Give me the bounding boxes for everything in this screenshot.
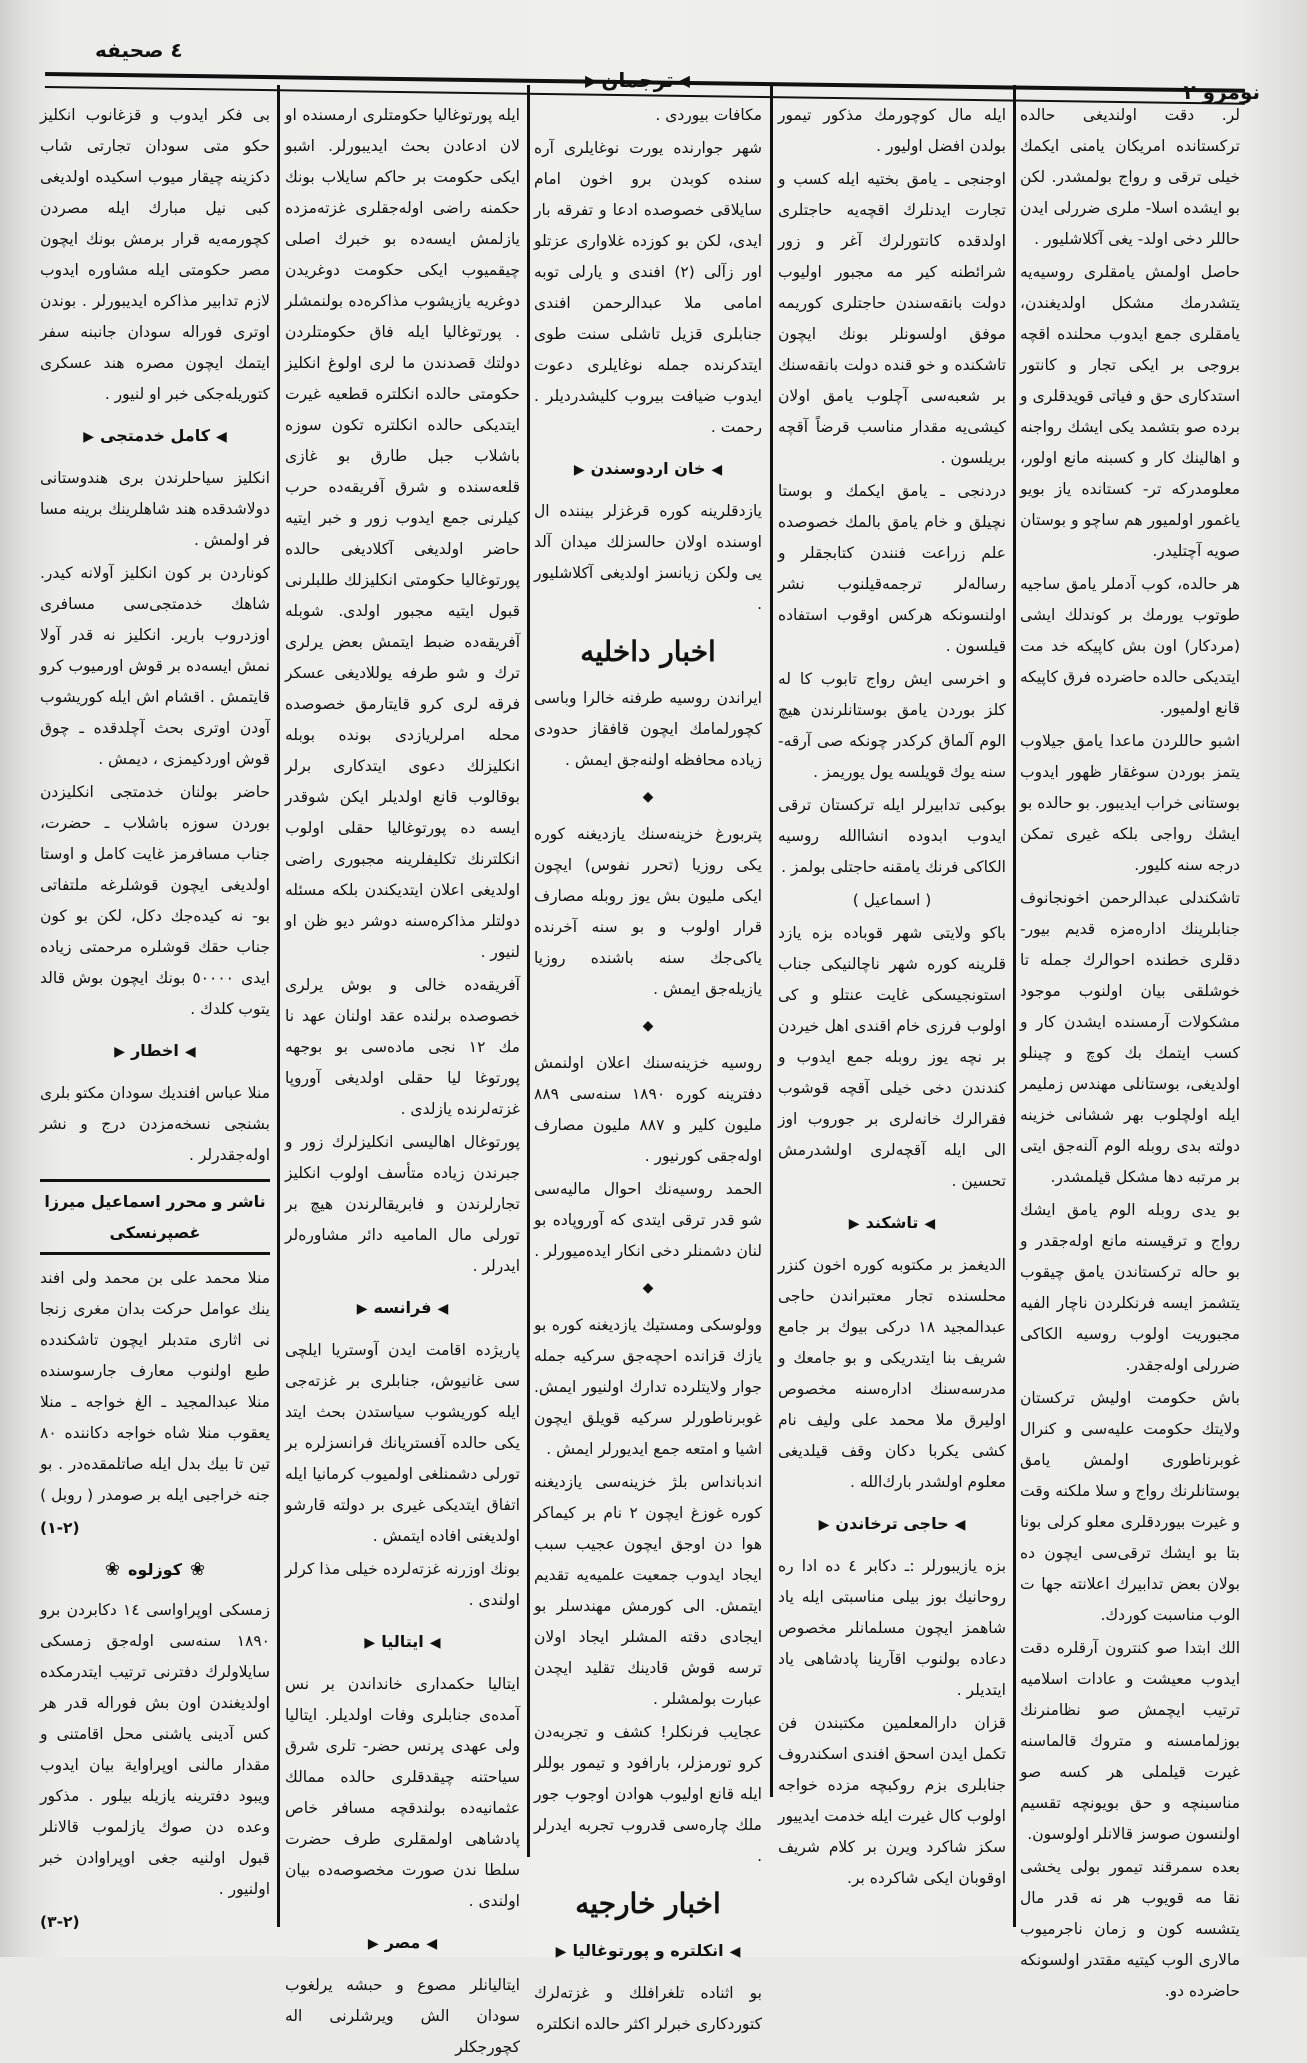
section-heading-egypt: ◀مصر▶ xyxy=(367,1933,438,1952)
paragraph: زمسكى اوپراواسى ١٤ دكابردن برو ١٨٩٠ سنه‌سى اوله‌جق زمسكى سايلاولرك دفترنى ترتيب ايتدرمكده اولديغندن اون بش فوراله قدر هر كس آدينى ياشنى محل اقامتنى و مقدار مالنى اوپراواية بيان ايدوب ويبود دفترينه يازيله بيلور . مذكور وعده دن صوك يازلموب قالانلر قبول اولنيه جغى اوپراوادن خبر اولنيور . xyxy=(40,1601,270,1898)
issue-number: نومرو ٢ xyxy=(1183,80,1260,104)
paragraph: اندبانداس بلژ خزينه‌سى يازديغنه كوره غوزغ ايچون ٢ نام بر كيماكر هوا دن اوجق ايچون عجيب سبب ايجاد ايدوب جمعيت علميه‌يه تقديم ايتمش. الى كورمش مهندسلر بو ايجادى دقته المشلر ايجاد اولان ترسه قوش قادينك تقليد ايچدن عبارت بولمشلر . xyxy=(534,1473,763,1708)
paragraph: بو اثناده تلغرافلك و غزته‌لرك كتوردكارى خبرلر اكثر حالده انكلتره xyxy=(534,1984,762,2033)
section-heading-italy: ◀ايتاليا▶ xyxy=(364,1632,441,1651)
page-number: ٤ صحيفه xyxy=(95,38,183,62)
paragraph: بوكبى تدابيرلر ايله تركستان ترقى ايدوب ابدوده انشاالله روسيه الكاكى فرنك يامقنه حاجتلى بولمز . xyxy=(778,796,1006,876)
section-heading-france: ◀فرانسه▶ xyxy=(356,1298,449,1317)
column-1 xyxy=(1020,100,1240,2000)
column-3 xyxy=(534,100,763,2033)
ornament-right-icon: ▶ xyxy=(585,70,598,90)
section-heading-kozluve: ❀كوزلوه❀ xyxy=(104,1559,206,1580)
ornament-left-icon: ◀ xyxy=(677,70,690,90)
section-heading-khan-ordusu: ◀خان اردوسندن▶ xyxy=(573,459,723,478)
column-4 xyxy=(285,100,520,2056)
paragraph: اوجنجى ـ يامق بختيه ايله كسب و تجارت ايدنلرك اقچه‌يه حاجتلرى اولدقده كانتورلرك آغر و زور شرائطنه كير مه مجبور اوليوب دولت بانقه‌سندن حاجتلرى كوريمه موفق اولسونلر بونك ايچون تاشكنده و خو قنده دولت بانقه‌سنك بر شعبه‌سى آچلوب يامق اولان كيشى‌يه مقدار مناسب قرضاً آقچه بريلسون . xyxy=(778,170,1006,467)
paragraph: ايتاليانلر مصوع و حبشه يرلغوب سودان الش ويرشلرنى اله كچورجكلر xyxy=(285,1976,520,2056)
column-divider xyxy=(527,85,530,1857)
paragraph: كوناردن بر كون انكليز آولانه كيدر. شاهك خدمتجى‌سى مسافرى اوزدروب بارير. انكليز نه قدر آولا نمش ايسه‌ده بر قوش اورميوب كرو قايتمش . اقشام اش ايله كوريشوب آودن اوترى بحث آچلدقده ـ چوق قوش اوردكيمزى ، ديمش . xyxy=(40,564,270,768)
paragraph: باكو ولايتى شهر قوباده بزه يازد قلرينه كوره شهر ناچالنيكى جناب استونجيسكى غايت عنتلو و كى اولوب فرزى خام اقندى اهل خيردن بر نچه يوز روبله جمع ايدوب و كندندن دخى خيلى آقچه قوشوب فقرالرك خانه‌لرى بر جوروب اوز الى ايله آقچه‌لرى اولشدرمش تحسين . xyxy=(778,924,1006,1190)
paragraph: الحمد روسيه‌نك احوال ماليه‌سى شو قدر ترقى ايتدى كه آوروپاده بو لنان دشمنلر دخى انكار ايده‌ميورلر . xyxy=(534,1180,762,1260)
paragraph: الديغمز بر مكتوبه كوره اخون كنزر محلسنده تجار معتبراندن حاجى عبدالمجيد ١٨ دركى بيوك بر جامع شريف بنا ايتدريكى و بو جامعك و مدرسه‌سنك اداره‌سنه مخصوص اوليرق ملا محمد على وليف نام كشى يكربا دكان وقف قيلديغى معلوم اولشدر بارك‌الله . xyxy=(778,1256,1006,1491)
paragraph: بزه يازيبورلر :ـ دكابر ٤ ده ادا ره روحانيك بوز بيلى مناسبتى ايله ياد شاهمز ايچون مسلمانلر مخصوص دعاده بولنوب اقآرينا پادشاهى ياد ايتديلر . xyxy=(778,1557,1007,1699)
section-heading-kamil-khidmatchi: ◀كامل خدمتجى▶ xyxy=(83,426,227,445)
serial-note: (٢-١) xyxy=(40,1519,80,1537)
paragraph: الك ابتدا صو كنترون آرقلره دقت ايدوب معيشت و عادات اسلاميه ترتيب ايچمش صو نظامنرنك بوزلمامسنه و متروك قالماسنه غيرت قيلملى هر كسه صو مناسبنچه و حق بويونچه تقسيم اولنسون صوسز قالانلر اولوسون. xyxy=(1020,1639,1240,1843)
column-divider xyxy=(1013,85,1016,1927)
paragraph: بى فكر ايدوب و قزغانوب انكليز حكو متى سودان تجارتى شاب دكزينه چيقار ميوب اسكيده اولديغى كبى نيل مبارك ايله مصردن كچورمه‌يه قرار برمش بونك ايچون مصر حكومتى ايله مشاوره ايدوب لازم تدابير مذاكره ايديبورلر . بوندن اوترى فوراله سودان جانبنه سفر ايتمك ايچون مصره هند عسكرى كتوريله‌جكى خبر او لنيور . xyxy=(40,106,270,403)
paragraph: ايراندن روسيه طرفنه خالرا وباسى كچورلمامك ايچون قافقاز حدودى زياده محافظه اولنه‌جق ايمش . xyxy=(534,689,762,769)
paragraph: ايتاليا حكمدارى خانداندن بر نس آمده‌ى جنابلرى وفات اولديلر. ايتاليا ولى عهدى پرنس حضر- تلرى شرق سياحتنه چيقدقلرى حالده ممالك عثمانيه‌ده بولندقچه مسافر خاص پادشاهى اولمقلرى طرف حضرت سلطا ندن صورت مخصوصه‌ده بيان اولندى . xyxy=(285,1675,520,1910)
paragraph: اشبو حاللردن ماعدا يامق جيلاوب يتمز بوردن سوغقار ظهور ايدوب بوستانى خراب ايديبور. بو حالده بو ايشك رواجى بلكه غيرى تمكن درجه سنه كليور. xyxy=(1020,732,1240,874)
paragraph: انكليز سياحلرندن برى هندوستانى دولاشدقده هند شاهلرينك برينه مسا فر اولمش . xyxy=(40,469,270,549)
paragraph: يازدقلرينه كوره قرغزلر بيننده ال اوسنده اولان حالسزلك ميدان آلد يى ولكن زيانسز اولديغى آكلاشليور . xyxy=(534,502,762,613)
column-divider xyxy=(277,85,280,1927)
separator-icon: ◆ xyxy=(642,789,654,805)
paragraph: شهر جوارنده يورت نوغايلرى آره سنده كوبدن برو اخون امام سايلاقى خصوصده ادعا و تفرقه بار ايدى، لكن بو كوزده غلاوارى عزتلو اور زآلى (٢) افندى و يارلى توبه امامى ملا عبدالرحمن افندى جنابلرى قزيل تاشلى سنت طوى ايتدكرنده جمله نوغايلرى دعوت ايدوب ضيافت بيروب كليشدرديلر . رحمت . xyxy=(534,139,762,436)
paragraph: حاصل اولمش يامقلرى روسيه‌يه يتشدرمك مشكل اولديغندن، يامقلرى جمع ايدوب محلنده اقچه بروجى بر ايكى تجار و كانتور استدكارى حق و فياتى قويدقلرى و برده صو بتشمد يكى ايشك رواجنه و اهالينك كار و كسبنه مانع اولور، معلومدركه تر- كستانده ياز بويو ياغمور اولميور هم ساچو و بوستان صويه آچتليدر. xyxy=(1020,263,1240,560)
paragraph: روسيه خزينه‌سنك اعلان اولنمش دفترينه كوره ١٨٩٠ سنه‌سى ٨٨٩ مليون كلير و ٨٨٧ مليون مصارف اوله‌جقى كورنيور . xyxy=(534,1054,763,1165)
paragraph: مكافات بيوردى . xyxy=(655,106,762,124)
section-heading-haji-tarkhan: ◀حاجى ترخاندن▶ xyxy=(818,1514,966,1533)
heading-foreign-news: اخبار خارجيه xyxy=(575,1887,721,1920)
paragraph: باش حكومت اوليش تركستان ولايتك حكومت عليه‌سى و كنرال غوبرناطورى اولمش يامق بوستانلرنك رواج و سلا ملكنه وقت و غيرت بيوردقلرى معلو كرلى بونا بتا بو ايشك ترقى‌سى ايچون ده بولان بعض تدابيرك اعلانته جها ت الوب مناسبت كوردك. xyxy=(1020,1389,1240,1624)
paragraph: آفريقه‌ده خالى و بوش يرلرى خصوصده برلنده عقد اولنان عهد نا مك ١٢ نجى ماده‌سى بو بوجهه پورتوغا ليا حقلى اولديغى آوروپا غزته‌لرنده يازلدى . xyxy=(285,976,520,1118)
title-text: ترجمان xyxy=(601,68,674,92)
column-divider xyxy=(770,85,773,1797)
paragraph: بعده سمرقند تيمور بولى يخشى نقا مه قويوب هر نه قدر مال يتشسه كون و زمان ناجرميوب مالارى الوب كيتيه مقتدر اولسونكه حاضرده دو. xyxy=(1020,1858,1240,2000)
serial-note: (٢-٣) xyxy=(40,1913,80,1931)
paragraph: هر حالده، كوب آدملر يامق ساجيه طوتوب يورمك بر كوندلك ايشى (مردكار) اون بش كاپيكه خد مت ايتديكى حالده حاضرده فرق كاپيكه قانع اولميور. xyxy=(1020,575,1240,717)
flower-icon: ❀ xyxy=(104,1559,120,1580)
section-heading-ikhtar: ◀اخطار▶ xyxy=(114,1041,196,1060)
paragraph: لر. دقت اولنديغى حالده تركستانده امريكان يامنى ايكمك خيلى ترقى و رواج بولمشدر. لكن بو ايشده اسلا- ملرى ضررلى ايدن حاللر دخى اولد- يغى آكلاشليور . xyxy=(1020,106,1240,248)
paragraph: پتربورغ خزينه‌سنك يازديغنه كوره يكى روزيا (تحرر نفوس) ايچون ايكى مليون بش يوز روبله مصارف قرار اولوب و بو سنه آخرنده ياكى‌جك سنه باشنده روزيا يازيله‌جق ايمش . xyxy=(534,825,762,998)
publisher-line: ناشر و محرر اسماعيل ميرزا غصپرنسكى xyxy=(40,1179,270,1255)
paragraph: عجايب فرنكلر! كشف و تجربه‌دن كرو تورمزلر، بارافود و تيمور بوللر ايله قانع اوليوب هوادن اوجوب جور ملك چاره‌سى قدروب تجربه ايدرلر . xyxy=(534,1723,762,1865)
signature: ( اسماعيل ) xyxy=(852,891,932,909)
separator-icon: ◆ xyxy=(642,1018,654,1034)
paragraph: وولوسكى ومستيك يازديغنه كوره بو يازك قزانده احچه‌جق سركيه جمله جوار ولايتلرده تدارك اولنيور ايمش. غوبرناطورلر سركيه قويلق ايچون اشيا و امتعه جمع ايديورلر ايمش . xyxy=(534,1316,762,1458)
paragraph: تاشكندلى عبدالرحمن اخونجانوف جنابلرينك اداره‌مزه قديم بيور- دقلرى خطنده احوالرك جمله تا خوشلقى بيان اولنوب موجود مشكولات آرمسنده ايشدن كار و كسب ايتمك بك كوچ و چينلو اولديغى، بوستانلى مهندس زمليمر ايله اولچلوب بهر ششانى خزينه دولته بدى روبله الوم آلنه‌جق ايتى بر مرتبه دها مشكل قيلمشدر. xyxy=(1020,889,1240,1186)
paragraph: پاريژده اقامت ايدن آوستريا ايلچى سى غانيوش، جنابلرى بر غزته‌جى ايله كوريشوب سياستدن بحث ايتد يكى حالده آفستريانك فرانسزلره بر تورلى دشمنلغى اولميوب كرمانيا ايله اتفاق ايتديكى غيرى بر دولته قارشو اولديغنى افاده ايتمش . xyxy=(285,1341,520,1545)
column-5 xyxy=(40,100,270,1931)
paragraph: ايله پورتوغاليا حكومتلرى ارمسنده او لان ادعادن بحث ايديبورلر. اشبو ايكى حكومت بر حاكم سايلاب بونك حكمنه راضى اوله‌جقلرى غزته‌مزده يازلمش ايسه‌ده بو خبرك اصلى چيقميوب ايكى حكومت دوغريدن دوغريه يازيشوب مذاكره‌ده بولنمشلر . پورتوغاليا ايله فاق حكومتلردن دولتك قصدندن ما لرى اولوغ انكليز حكومتى حالده انكلتره قطعيه غيرت ايتديكى حالده انكلتره تكون سوزه باشلاب جبل طارق بو غازى قلعه‌سنده و شرق آفريقه‌ده حرب كيلرنى جمع ايدوب زور و خبر ايتيه حاضر اولديغى آكلاديغى حالده پورتوغاليا حكومتى انكليزلك طلبلرنى قبول ايتيه مجبور اولدى. شوبله آفريقه‌ده ضبط ايتمش بعض يرلرى ترك و شو طرفه يوللاديغى عسكر فرقه لرى كرو قايتارمق خصوصده محله امرلريازدى بونده بوبله انكليزلك دعوى ايتدكارى برلر بوقالوب قانع اولديلر ايكن شوقدر ايسه ده پورتوغاليا حقلى اولوب انكلترنك تكليفلرينه مجبورى راضى اولديغى اعلان ايتديكندن بلكه مسئله دولتلر مذاكره‌سنه دوشر ديو ظن او لنيور . xyxy=(285,106,520,961)
paragraph: قزان دارالمعلمين مكتبندن فن تكمل ايدن اسحق افندى اسكندروف جنابلرى بزم روكبچه مزده خواجه اولوب كال غيرت ايله خدمت ايدييور سكز شاكرد ويرن بر كلام شريف اوقوبان ايكى شاكرده بر. xyxy=(777,1714,1006,1887)
paragraph: دردنجى ـ يامق ايكمك و بوستا نچيلق و خام يامق بالمك خصوصده علم زراعت فنندن كتابجقلر و رساله‌لر ترجمه‌قيلنوب نشر اولنسونكه هركس اوقوب استفاده قيلسون . xyxy=(778,482,1006,655)
section-heading-england-portugal: ◀انكلتره و پورتوغاليا▶ xyxy=(555,1941,741,1960)
paragraph: پورتوغال اهاليسى انكليزلرك زور و جبرندن زياده متأسف اولوب انكليز تجارلرندن و فابريقالرندن هيچ بر تورلى مال الماميه دائر مشاوره‌لر ايدرلر . xyxy=(285,1133,520,1275)
paragraph: منلا محمد على بن محمد ولى افند ينك عوامل حركت بدان مغرى زنجا نى اثارى متدبلر ايچون تاشكندده طبع اولنوب معارف جارسوسنده منلا عبدالمجيد ـ الغ خواجه ـ منلا يعقوب منلا شاه خواجه دكاننده ٨٠ تين تا بيك بدل ايله صاتلمقده‌در . بو جنه خراجبى ايله بر صومدر ( روبل ) xyxy=(40,1269,270,1504)
paragraph: ايله مال كوچورمك مذكور تيمور بولدن افضل اوليور . xyxy=(778,106,1006,155)
separator-icon: ◆ xyxy=(642,1280,654,1296)
paragraph: بونك اوزرنه غزته‌لرده خيلى مذا كرلر اولندى . xyxy=(285,1560,520,1609)
paragraph: منلا عباس افنديك سودان مكتو بلرى بشنجى نسخه‌مزدن درج و نشر اوله‌جقدرلر . xyxy=(40,1084,270,1164)
paragraph: حاضر بولنان خدمتجى انكليزدن بوردن سوزه باشلاب ـ حضرت، جناب مسافرمز غايت كامل و اوستا اولديغى ايچون قوشلرغه ملتفاتى بو- نه كيده‌جك دكل، لكن بو كون جناب حقك قوشلره مرحمتى زياده ايدى ٥٠٠٠٠ بونك ايچون بوش قالد يتوب كلدك . xyxy=(40,783,270,1018)
paragraph: بو يدى روبله الوم يامق ايشك رواج و ترقيسنه مانع اوله‌جقدر و بو حاله تركستاندن يامق چيقوب يتشمز ايسه فرنكلردن ناچار الفيه مجبوريت اولوب روسيه الكاكى ضررلى اوله‌جقدر. xyxy=(1020,1201,1240,1374)
section-heading-tashkent: ◀تاشكند▶ xyxy=(848,1213,936,1232)
heading-domestic-news: اخبار داخليه xyxy=(580,635,716,668)
column-2 xyxy=(778,100,1006,1917)
paragraph: و اخرسى ايش رواج تابوب كا له كلز بوردن يامق بوستانلرندن هيچ الوم آلماق كركدر چونكه صى آرقه- سنه يوك قويلسه يول يوريمز . xyxy=(778,670,1006,781)
flower-icon: ❀ xyxy=(190,1559,206,1580)
